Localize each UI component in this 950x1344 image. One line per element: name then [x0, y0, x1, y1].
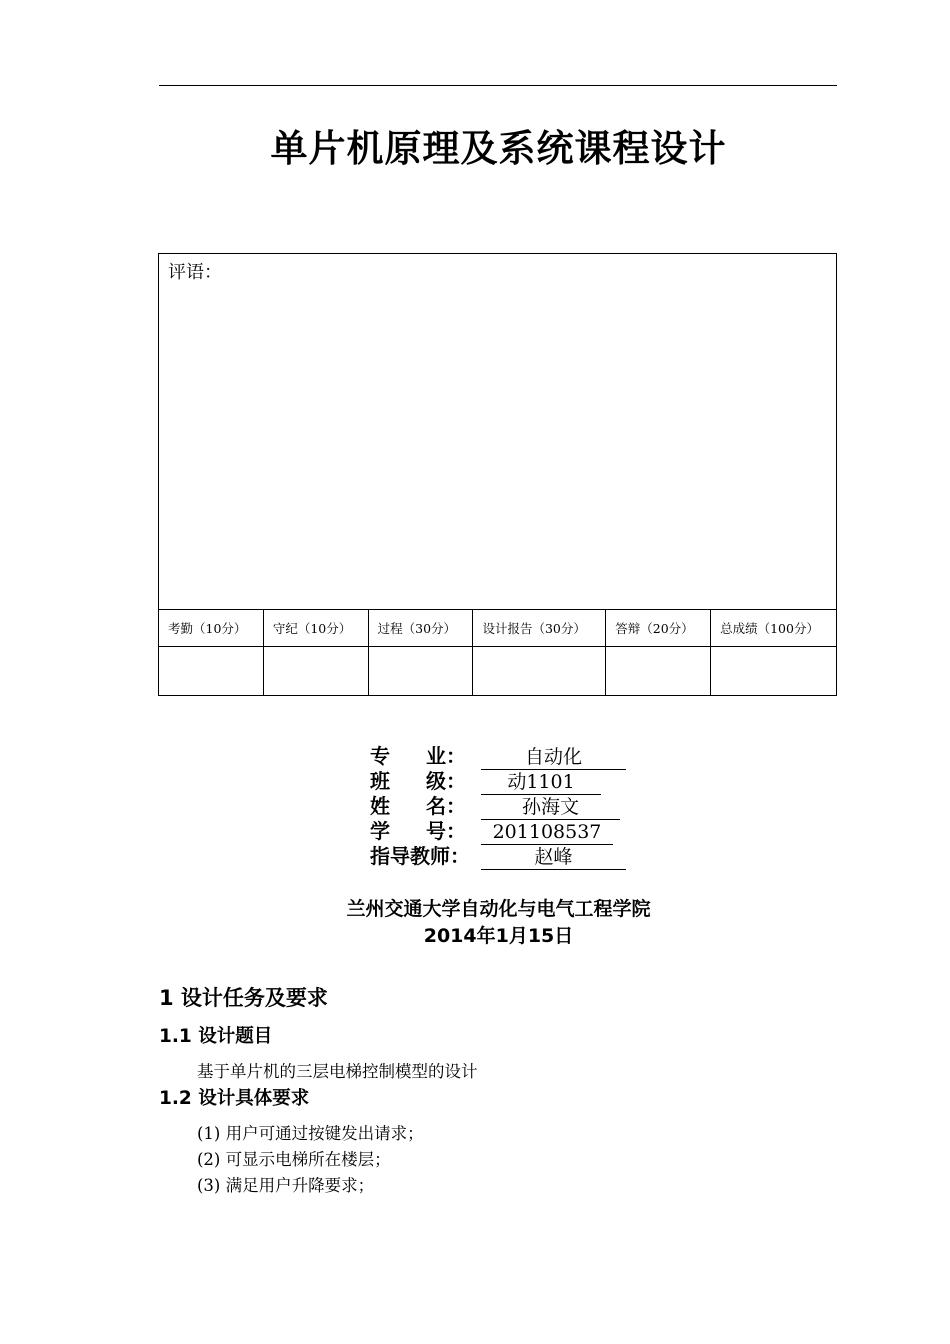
section-heading: 1 设计任务及要求: [159, 986, 328, 1010]
student-id-row: [370, 819, 626, 844]
class-value: 动1101: [481, 771, 601, 795]
document-title: 单片机原理及系统课程设计: [270, 127, 727, 170]
header-rule: [159, 85, 837, 86]
score-cell-total: [711, 647, 837, 696]
advisor-value: 赵峰: [481, 846, 626, 870]
advisor-label: 指导教师：: [370, 844, 470, 868]
student-id-value: 201108537: [481, 821, 613, 845]
major-value: 自动化: [481, 746, 626, 770]
score-header-attendance: 考勤（10分）: [159, 610, 264, 647]
score-value-row: [159, 647, 837, 696]
requirement-item: (1) 用户可通过按键发出请求；: [197, 1124, 424, 1143]
subsection-heading-topic: 1.1 设计题目: [159, 1026, 273, 1047]
topic-text: 基于单片机的三层电梯控制模型的设计: [197, 1062, 478, 1081]
score-cell-defense: [606, 647, 711, 696]
score-header-report: 设计报告（30分）: [473, 610, 606, 647]
score-header-total: 总成绩（100分）: [711, 610, 837, 647]
institute-block: [0, 896, 950, 950]
institute-name: 兰州交通大学自动化与电气工程学院: [346, 898, 651, 920]
comment-box: [159, 254, 837, 610]
name-label: 姓 名：: [370, 794, 466, 818]
grading-table: [158, 253, 837, 696]
requirement-item: (2) 可显示电梯所在楼层；: [197, 1150, 391, 1169]
score-header-discipline: 守纪（10分）: [263, 610, 368, 647]
major-row: [370, 744, 626, 769]
comment-label: 评语：: [168, 262, 222, 283]
score-cell-process: [368, 647, 473, 696]
score-header-row: [159, 610, 837, 647]
class-row: [370, 769, 626, 794]
score-cell-discipline: [263, 647, 368, 696]
name-row: [370, 794, 626, 819]
score-header-process: 过程（30分）: [368, 610, 473, 647]
score-cell-report: [473, 647, 606, 696]
advisor-row: [370, 844, 626, 869]
major-label: 专 业：: [370, 744, 466, 768]
score-header-defense: 答辩（20分）: [606, 610, 711, 647]
student-info: [370, 744, 626, 869]
class-label: 班 级：: [370, 769, 466, 793]
requirement-item: (3) 满足用户升降要求；: [197, 1176, 375, 1195]
subsection-heading-requirements: 1.2 设计具体要求: [159, 1088, 310, 1109]
name-value: 孙海文: [481, 796, 620, 820]
student-id-label: 学 号：: [370, 819, 466, 843]
document-date: 2014年1月15日: [423, 925, 574, 947]
score-cell-attendance: [159, 647, 264, 696]
